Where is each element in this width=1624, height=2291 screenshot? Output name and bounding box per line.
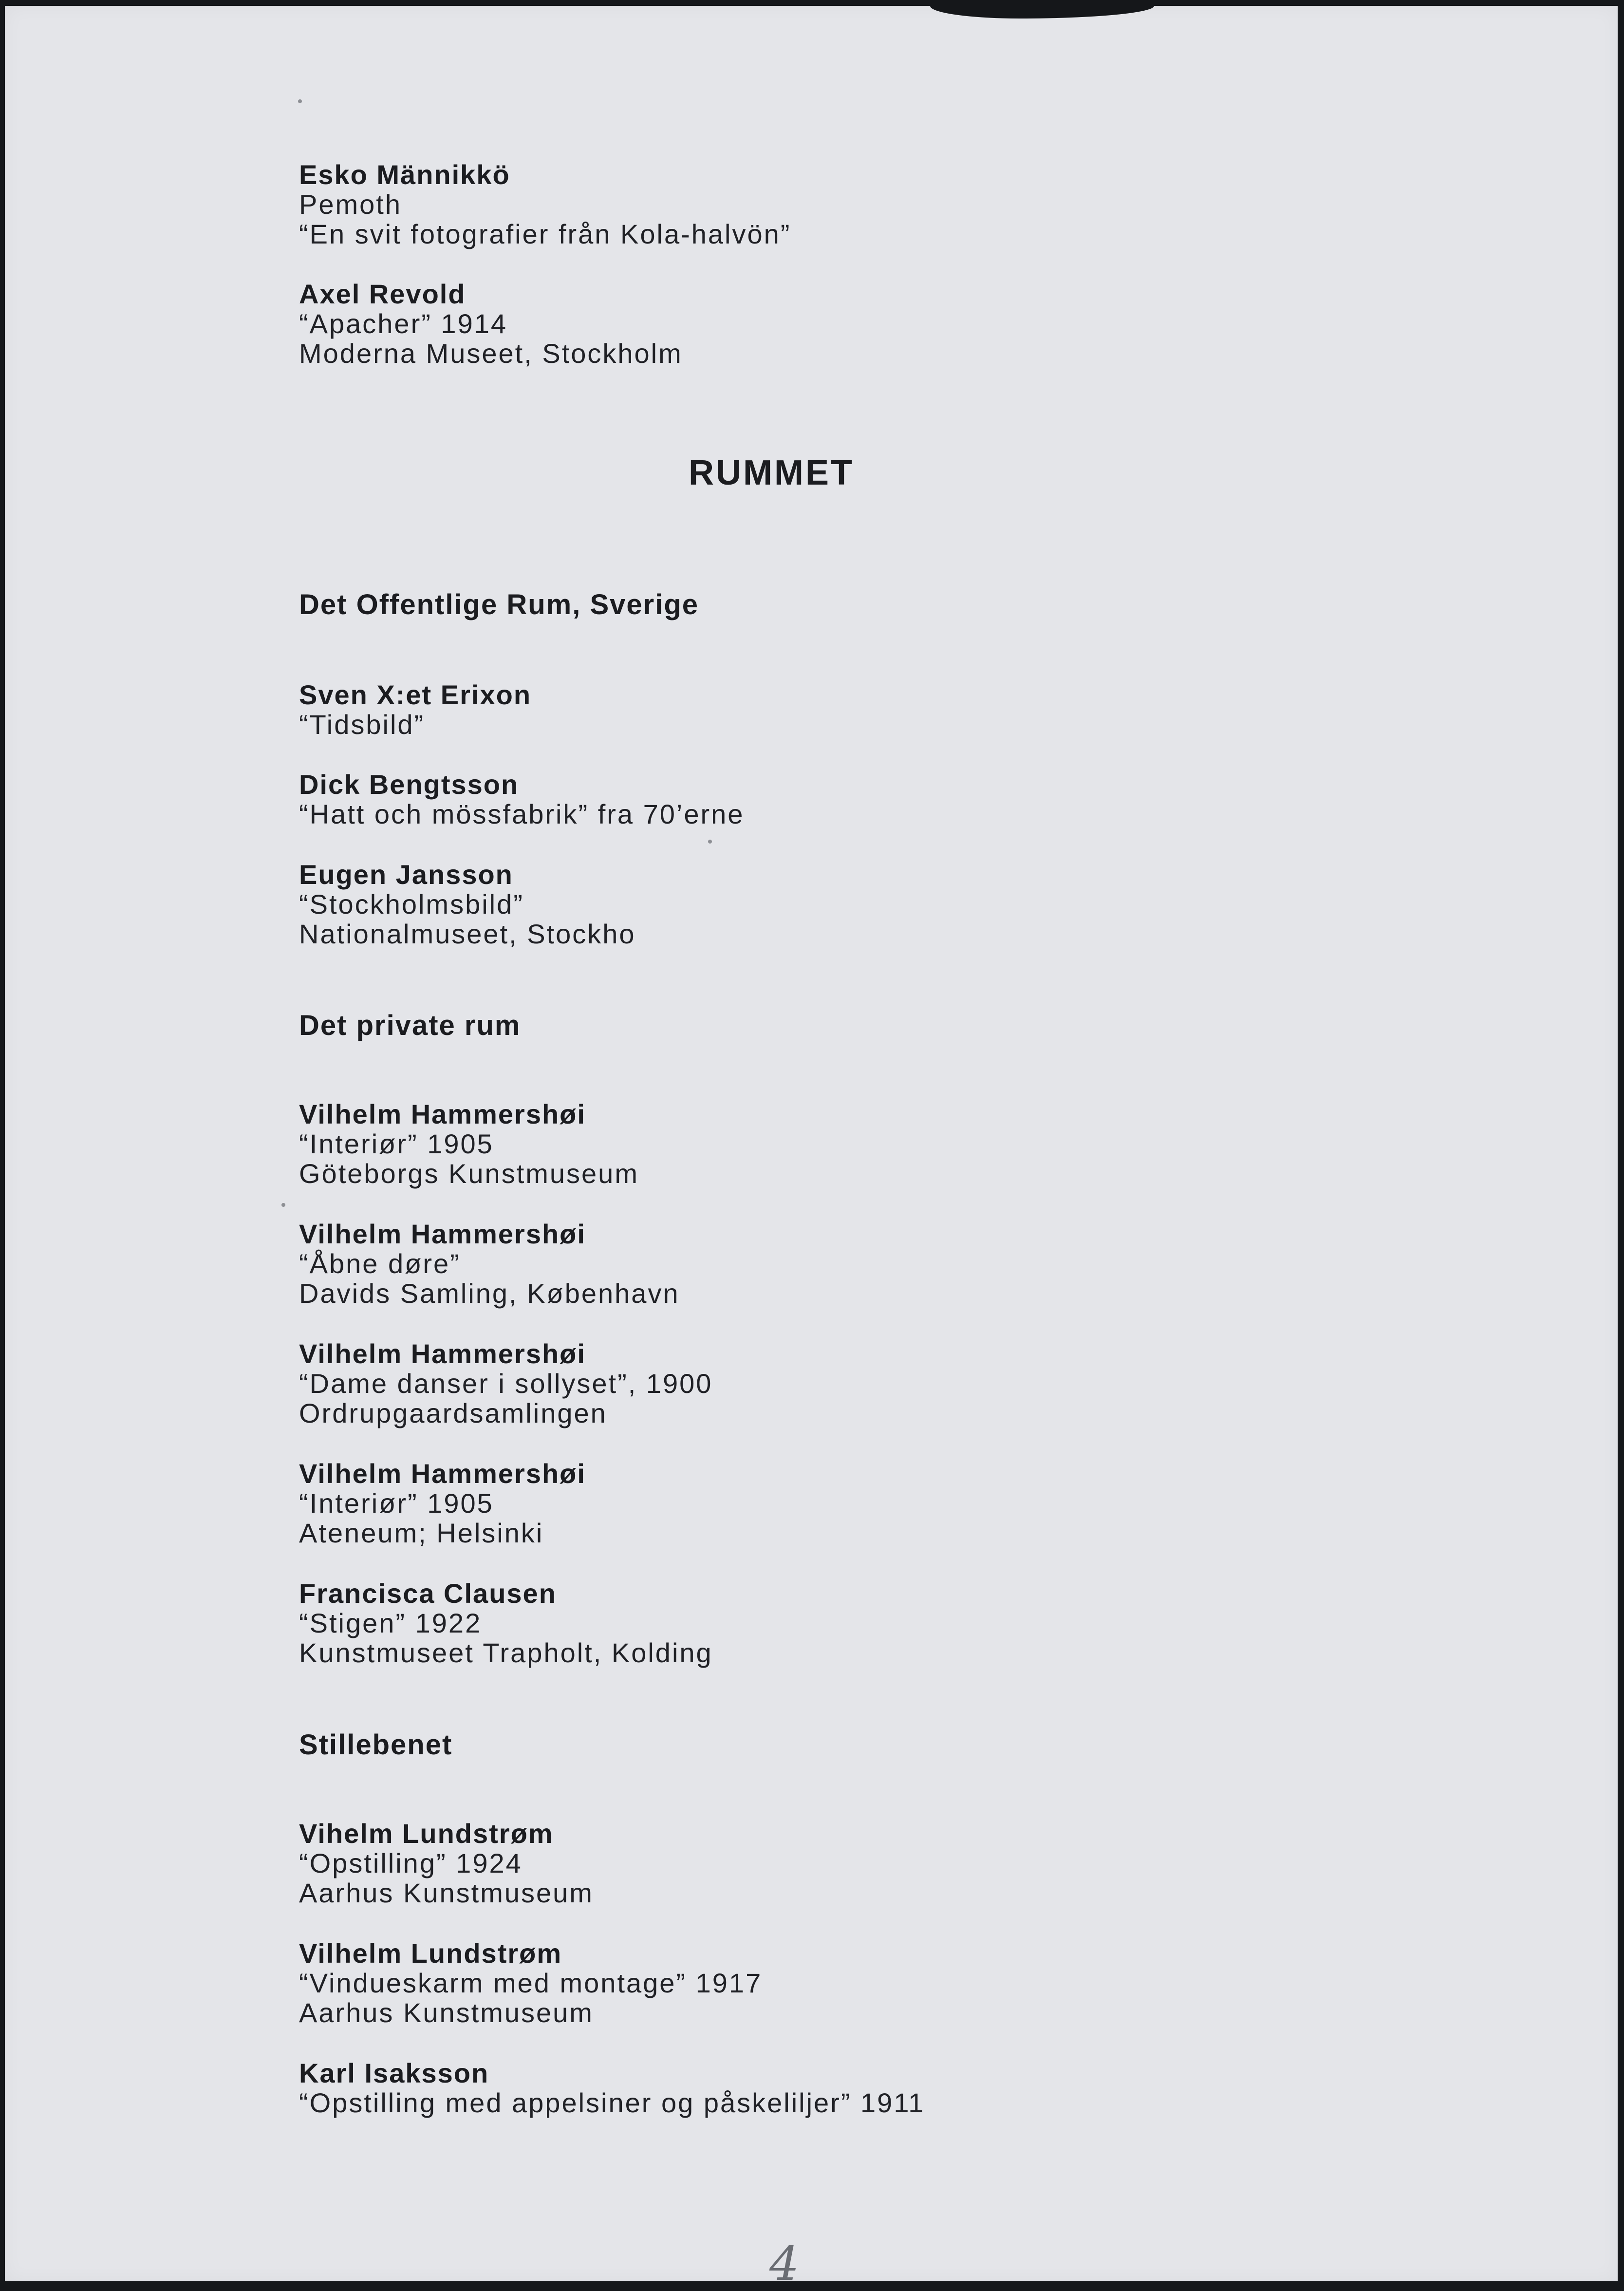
artwork-title: “Interiør” 1905 xyxy=(299,1488,494,1519)
artwork-location: Aarhus Kunstmuseum xyxy=(299,1878,594,1908)
artist-name: Vilhelm Hammershøi xyxy=(299,1458,586,1489)
paper-speck xyxy=(281,1203,285,1207)
artist-name: Dick Bengtsson xyxy=(299,769,519,800)
artist-name: Vilhelm Hammershøi xyxy=(299,1338,586,1369)
page-title: RUMMET xyxy=(689,453,854,492)
paper-speck xyxy=(298,99,302,103)
artwork-entry xyxy=(299,1219,680,1308)
artwork-title: Pemoth xyxy=(299,189,402,220)
artwork-entry xyxy=(299,160,791,249)
page-number: 4 xyxy=(769,2236,800,2291)
artwork-entry xyxy=(299,279,683,368)
artist-name: Esko Männikkö xyxy=(299,159,510,190)
artist-name: Axel Revold xyxy=(299,279,466,309)
section-heading: Det private rum xyxy=(299,1010,521,1041)
artwork-location: Kunstmuseet Trapholt, Kolding xyxy=(299,1637,713,1668)
artist-name: Sven X:et Erixon xyxy=(299,679,532,710)
artwork-location: Moderna Museet, Stockholm xyxy=(299,338,683,369)
section-heading: Det Offentlige Rum, Sverige xyxy=(299,589,699,620)
artwork-title: “Dame danser i sollyset”, 1900 xyxy=(299,1368,713,1399)
artwork-entry xyxy=(299,1339,712,1428)
paper-speck xyxy=(708,840,712,844)
artwork-entry xyxy=(299,1099,639,1188)
artist-name: Vilhelm Hammershøi xyxy=(299,1099,586,1129)
artist-name: Eugen Jansson xyxy=(299,859,513,890)
artist-name: Francisca Clausen xyxy=(299,1578,557,1609)
section-heading: Stillebenet xyxy=(299,1729,453,1761)
artwork-location: Ateneum; Helsinki xyxy=(299,1518,544,1548)
artwork-title: “Apacher” 1914 xyxy=(299,308,508,339)
artwork-entry xyxy=(299,680,531,739)
torn-edge xyxy=(930,6,1154,19)
artwork-title: “Hatt och mössfabrik” fra 70’erne xyxy=(299,799,745,829)
artwork-location: Aarhus Kunstmuseum xyxy=(299,1997,594,2028)
artwork-entry xyxy=(299,2058,925,2118)
artwork-entry xyxy=(299,1578,713,1668)
artist-name: Vilhelm Hammershøi xyxy=(299,1219,586,1249)
artwork-location: Davids Samling, København xyxy=(299,1278,680,1309)
artwork-entry xyxy=(299,1938,762,2028)
artwork-title: “Åbne døre” xyxy=(299,1248,461,1279)
artwork-title: “Tidsbild” xyxy=(299,709,425,740)
artwork-detail: “En svit fotografier från Kola-halvön” xyxy=(299,219,791,249)
artist-name: Vilhelm Lundstrøm xyxy=(299,1938,562,1969)
artwork-title: “Opstilling med appelsiner og påskeliljer” 1911 xyxy=(299,2087,925,2118)
artwork-title: “Stockholmsbild” xyxy=(299,889,524,920)
document-page xyxy=(5,6,1618,2291)
artist-name: Karl Isaksson xyxy=(299,2058,489,2088)
artwork-location: Ordrupgaardsamlingen xyxy=(299,1398,607,1428)
artwork-location: Nationalmuseet, Stockho xyxy=(299,919,636,949)
artist-name: Vihelm Lundstrøm xyxy=(299,1818,554,1849)
artwork-title: “Interiør” 1905 xyxy=(299,1128,494,1159)
artwork-title: “Stigen” 1922 xyxy=(299,1608,482,1638)
artwork-entry xyxy=(299,1459,586,1548)
artwork-title: “Opstilling” 1924 xyxy=(299,1848,523,1878)
artwork-entry xyxy=(299,1819,594,1908)
artwork-title: “Vindueskarm med montage” 1917 xyxy=(299,1968,763,1998)
artwork-location: Göteborgs Kunstmuseum xyxy=(299,1158,639,1189)
artwork-entry xyxy=(299,770,744,829)
artwork-entry xyxy=(299,860,636,949)
